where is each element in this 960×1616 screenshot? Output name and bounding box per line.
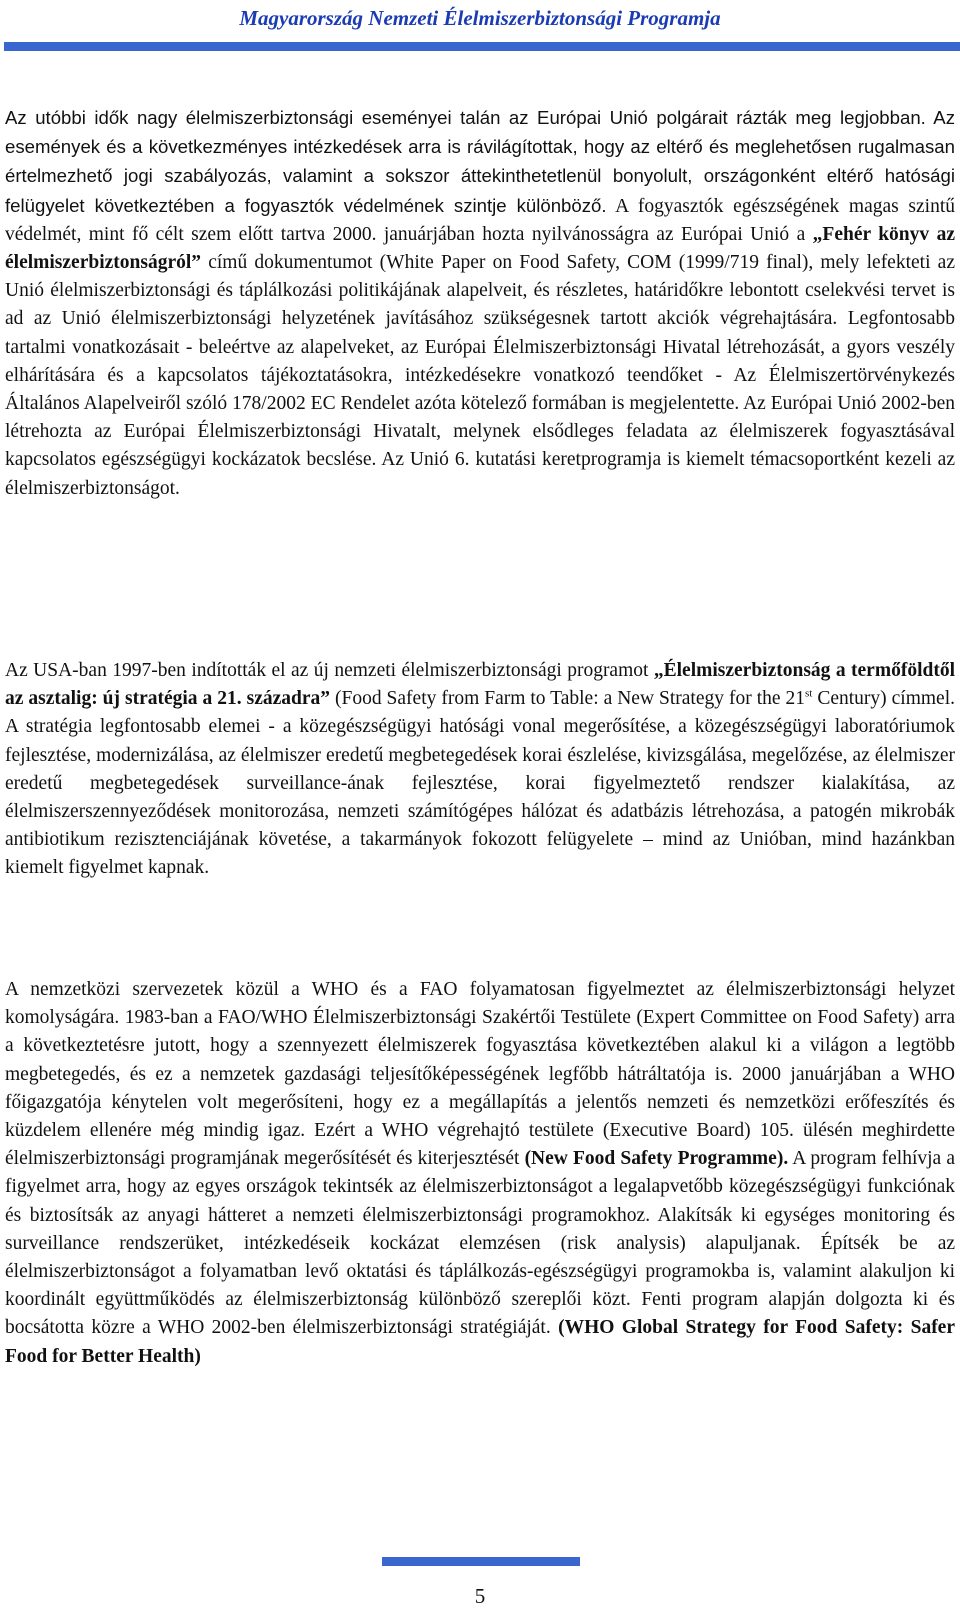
paragraph-eu-context: Az események és a következményes intézkedések arra is rávilágítottak, hogy az eltérő és meglehetősen rugalmasan értelmezhető jogi szabályozás, valamint a sokszor áttekinthetetlenül bonyolult, országonként eltérő hatósági felügyelet következtében a fogyasztók védelmének szintje különböző. [5,107,955,216]
footer-divider [382,1557,580,1566]
paragraph-who-text-2: A program felhívja a figyelmet arra, hogy az egyes országok tekintsék az élelmiszerbiztonságot a legalapvetőbb közegészségügyi funkciónak és biztosítsák az anyagi hátteret a nemzeti élelmiszerbiztonsági programokhoz. Alakítsák ki egységes monitoring és surveillance rendszerüket, intézkedéseik kockázat elemzésen (risk analysis) alapuljanak. Építsék be az élelmiszerbiztonságot a folyamatban levő oktatási és táplálkozás-egészségügyi programokba is, valamint alakuljon ki koordinált együttműködés az élelmiszerbiztonság különböző szereplői közt. Fenti program alapján dolgozta ki és bocsátotta közre a WHO 2002-ben élelmiszerbiztonsági stratégiáját. [5,1148,956,1339]
paragraph-usa [5,657,955,883]
usa-strategy-title: „Élelmiszerbiztonság a termőföldtől az asztalig: új stratégia a 21. századra” [5,660,955,710]
paragraph-eu-text-2: című dokumentumot (White Paper on Food Safety, COM (1999/719 final), mely lefekteti az Unió élelmiszerbiztonsági és táplálkozási politikájának alapelveit, és részletes, határidőkre lebontott cselekvési tervet is ad az Unió élelmiszerbiztonsági helyzetének javításához szükségesnek tartott akciók végrehajtására. Legfontosabb tartalmi vonatkozásait - beleértve az alapelveket, az Európai Élelmiszerbiztonsági Hivatal létrehozását, a gyors veszély elhárítására és a kapcsolatos tájékoztatásokra, intézkedésekre vonatkozó teendőket - Az Élelmiszertörvénykezés Általános Alapelveiről szóló 178/2002 EC Rendelet azóta kötelező formában is megjelentette. Az Európai Unió 2002-ben létrehozta az Európai Élelmiszerbiztonsági Hivatalt, melynek elsődleges feladata az élelmiszerek fogyasztásával kapcsolatos egészségügyi kockázatok becslése. Az Unió 6. kutatási keretprogramja is kiemelt témacsoportként kezeli az élelmiszerbiztonságot. [5,252,955,499]
paragraph-usa-text-1: Az USA-ban 1997-ben indították el az új nemzeti élelmiszerbiztonsági programot [5,660,654,681]
who-strategy-title: (WHO Global Strategy for Food Safety: Safer Food for Better Health) [5,1317,955,1367]
paragraph-eu-text-1: A fogyasztók egészségének magas szintű védelmét, mint fő célt szem előtt tartva 2000. januárjában hozta nyilvánosságra az Európai Unió a [5,195,955,245]
paragraph-usa-text-2: (Food Safety from Farm to Table: a New Strategy for the 21 [330,688,806,710]
page-header-title: Magyarország Nemzeti Élelmiszerbiztonsági Programja [239,6,721,30]
paragraph-eu [5,104,955,503]
paragraph-usa-text-3: Century) címmel. A stratégia legfontosabb elemei - a közegészségügyi hatósági vonal megerősítése, a közegészségügyi laboratóriumok fejlesztése, modernizálása, az élelmiszer eredetű megbetegedések korai észlelése, kivizsgálása, megelőzése, az élelmiszer eredetű megbetegedések surveillance-ának fejlesztése, korai figyelmeztető rendszer kialakítása, az élelmiszerszennyeződések monitorozása, nemzeti számítógépes hálózat és adatbázis létrehozása, a patogén mikrobák antibiotikum rezisztenciájának követése, a takarmányok fokozott felügyelete – mind az Unióban, mind hazánkban kiemelt figyelmet kapnak. [5,688,955,879]
ordinal-superscript: st [805,687,813,700]
paragraph-who-text-1: A nemzetközi szervezetek közül a WHO és a FAO folyamatosan figyelmeztet az élelmiszerbiztonsági helyzet komolyságára. 1983-ban a FAO/WHO Élelmiszerbiztonsági Szakértői Testülete (Expert Committee on Food Safety) arra a következtetésre jutott, hogy a szennyezett élelmiszerek fogyasztása következtében alakul ki a világon a legtöbb megbetegedés, és ez a nemzetek gazdasági teljesítőképességének legfőbb hátráltatója is. 2000 januárjában a WHO főigazgatója kénytelen volt megerősíteni, hogy ez a megállapítás a jelentős nemzeti és nemzetközi erőfeszítés és küzdelem ellenére még mindig igaz. Ezért a WHO végrehajtó testülete (Executive Board) 105. ülésén meghirdette élelmiszerbiztonsági programjának megerősítését és kiterjesztését [5,979,955,1170]
page-number: 5 [474,1584,486,1608]
who-programme-title: (New Food Safety Programme). [524,1148,789,1170]
paragraph-who [5,976,955,1371]
paragraph-eu-intro: Az utóbbi idők nagy élelmiszerbiztonsági eseményei talán az Európai Unió polgárait rázták meg legjobban. [5,107,926,128]
header-divider [4,42,960,51]
white-paper-title: „Fehér könyv az élelmiszerbiztonságról” [5,223,955,274]
